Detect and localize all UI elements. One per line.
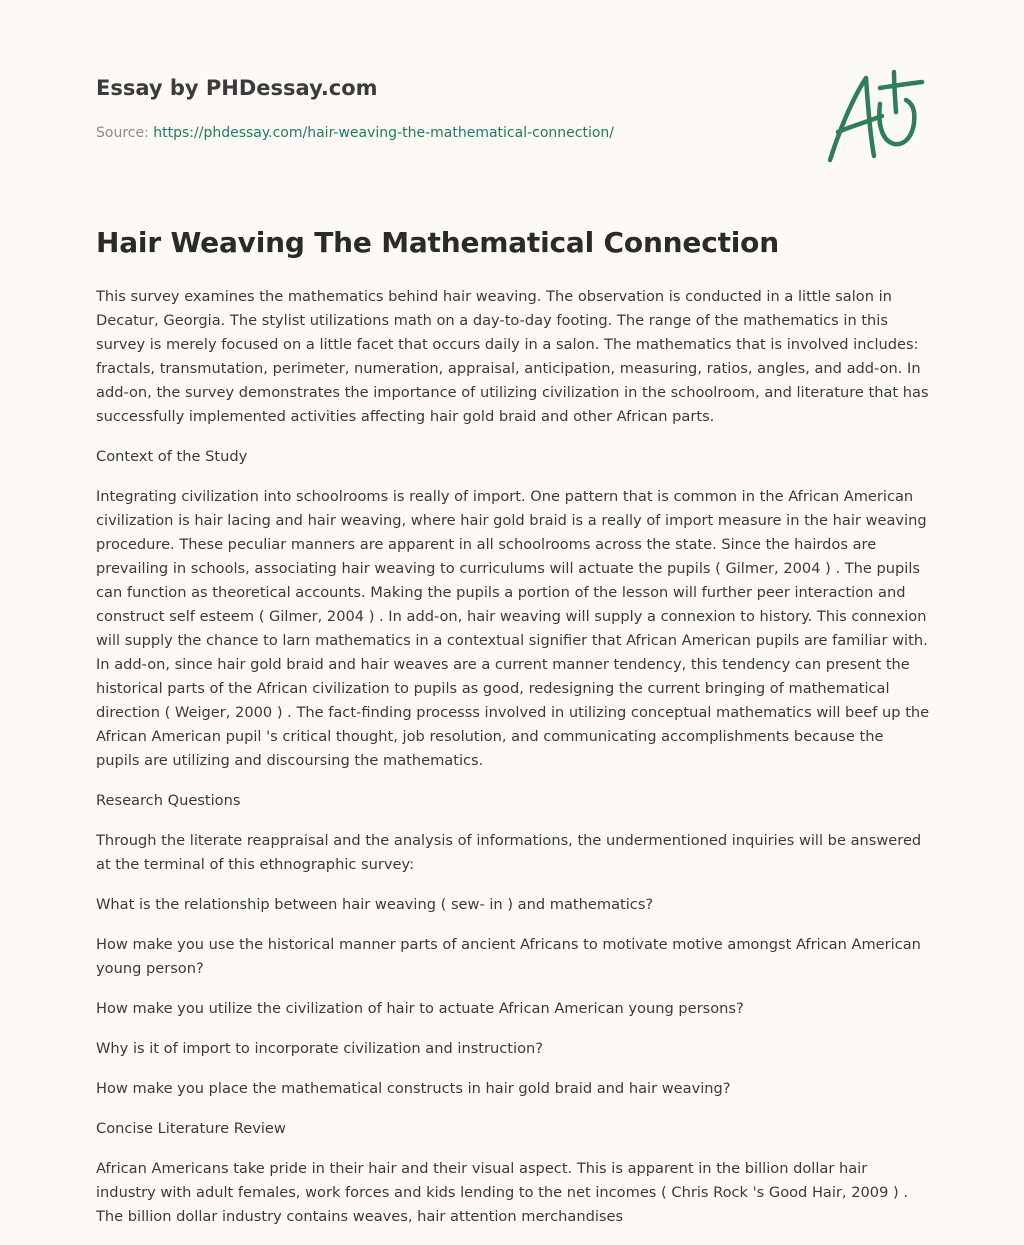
source-line <box>96 125 614 141</box>
section-heading-literature-review: Concise Literature Review <box>96 1120 286 1137</box>
research-question-4: Why is it of import to incorporate civilization and instruction? <box>96 1040 543 1057</box>
research-question-5: How make you place the mathematical constructs in hair gold braid and hair weaving? <box>96 1080 731 1097</box>
research-question-2: How make you use the historical manner parts of ancient Africans to motivate motive amongst African American young person? <box>96 936 921 977</box>
section-heading-research-questions: Research Questions <box>96 792 241 809</box>
article-title: Hair Weaving The Mathematical Connection <box>96 226 779 259</box>
research-intro-paragraph: Through the literate reappraisal and the analysis of informations, the undermentioned inquiries will be answered at the terminal of this ethnographic survey: <box>96 832 922 873</box>
intro-paragraph: This survey examines the mathematics behind hair weaving. The observation is conducted in a little salon in Decatur, Georgia. The stylist utilizations math on a day-to-day footing. The range of the mathematics in this survey is merely focused on a little facet that occurs daily in a salon. The mathematics that is involved includes: fractals, transmutation, perimeter, numeration, appraisal, anticipation, measuring, ratios, angles, and add-on. In add-on, the survey demonstrates the importance of utilizing civilization in the schoolroom, and literature that has successfully implemented activities affecting hair gold braid and other African parts. <box>96 288 929 425</box>
article-body <box>96 285 930 1245</box>
source-label: Source: <box>96 125 154 141</box>
context-paragraph: Integrating civilization into schoolrooms is really of import. One pattern that is common in the African American civilization is hair lacing and hair weaving, where hair gold braid is a really of import measure in the hair weaving procedure. These peculiar manners are apparent in all schoolrooms across the state. Since the hairdos are prevailing in schools, associating hair weaving to curriculums will actuate the pupils ( Gilmer, 2004 ) . The pupils can function as theoretical accounts. Making the pupils a portion of the lesson will further peer interaction and construct self esteem ( Gilmer, 2004 ) . In add-on, hair weaving will supply a connexion to history. This connexion will supply the chance to larn mathematics in a contextual signifier that African American pupils are familiar with. In add-on, since hair gold braid and hair weaves are a current manner tendency, this tendency can present the historical parts of the African civilization to pupils as good, redesigning the current bringing of mathematical direction ( Weiger, 2000 ) . The fact-finding processs involved in utilizing conceptual mathematics will beef up the African American pupil 's critical thought, job resolution, and communicating accomplishments because the pupils are utilizing and discoursing the mathematics. <box>96 488 930 769</box>
research-question-3: How make you utilize the civilization of hair to actuate African American young persons? <box>96 1000 744 1017</box>
literature-review-paragraph: African Americans take pride in their hair and their visual aspect. This is apparent in the billion dollar hair industry with adult females, work forces and kids lending to the net incomes ( Chris Rock 's Good Hair, 2009 ) . The billion dollar industry contains weaves, hair attention merchandises <box>96 1160 908 1225</box>
section-heading-context: Context of the Study <box>96 448 248 465</box>
research-question-1: What is the relationship between hair weaving ( sew- in ) and mathematics? <box>96 896 654 913</box>
site-brand: Essay by PHDessay.com <box>96 76 378 100</box>
source-link[interactable]: https://phdessay.com/hair-weaving-the-mathematical-connection/ <box>153 125 615 141</box>
a-plus-logo-icon <box>820 68 930 168</box>
